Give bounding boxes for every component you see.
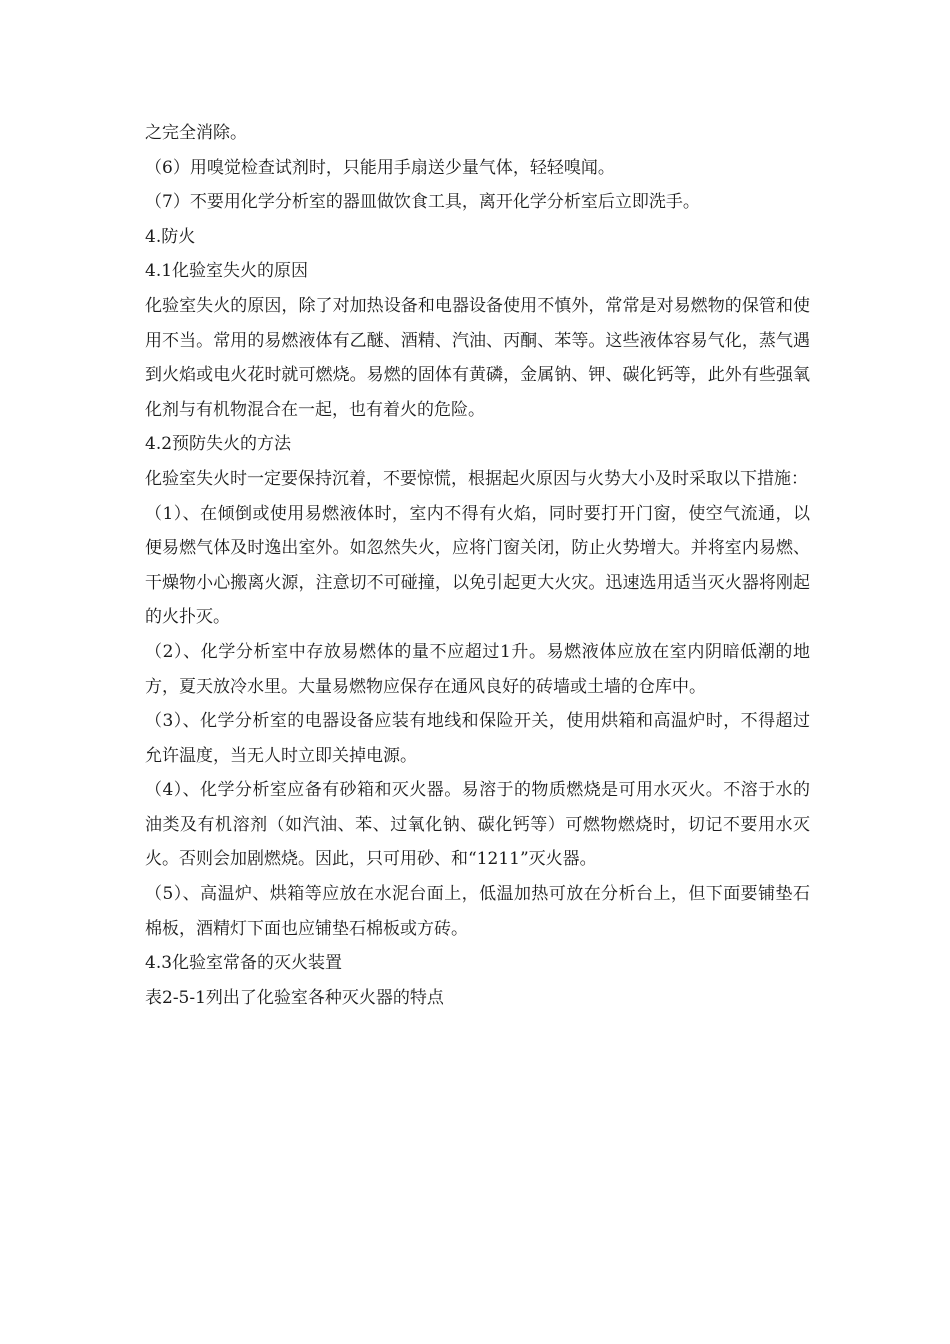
paragraph-continuation: 之完全消除。 xyxy=(145,123,247,143)
document-body xyxy=(145,116,810,1015)
subsection-heading-fire-causes: 4.1化验室失火的原因 xyxy=(145,261,309,282)
measure-item-4: （4）、化学分析室应备有砂箱和灭火器。易溶于的物质燃烧是可用水灭火。不溶于水的油类及有机溶剂（如汽油、苯、过氧化钠、碳化钙等）可燃物燃烧时，切记不要用水灭火。否则会加剧燃烧。因此，只可用砂、和“1211”灭火器。 xyxy=(145,780,810,870)
paragraph-fire-causes: 化验室失火的原因，除了对加热设备和电器设备使用不慎外，常常是对易燃物的保管和使用不当。常用的易燃液体有乙醚、酒精、汽油、丙酮、苯等。这些液体容易气化，蒸气遇到火焰或电火花时就可燃烧。易燃的固体有黄磷，金属钠、钾、碳化钙等，此外有些强氧化剂与有机物混合在一起，也有着火的危险。 xyxy=(145,295,810,420)
subsection-heading-prevention-methods: 4.2预防失火的方法 xyxy=(145,434,292,455)
subsection-heading-extinguishers: 4.3化验室常备的灭火装置 xyxy=(145,953,343,974)
list-item-6: （6）用嗅觉检查试剂时，只能用手扇送少量气体，轻轻嗅闻。 xyxy=(145,157,615,178)
section-heading-fire-prevention: 4.防火 xyxy=(145,226,196,247)
measure-item-5: （5）、高温炉、烘箱等应放在水泥台面上，低温加热可放在分析台上，但下面要铺垫石棉板，酒精灯下面也应铺垫石棉板或方砖。 xyxy=(145,884,810,939)
list-item-7: （7）不要用化学分析室的器皿做饮食工具，离开化学分析室后立即洗手。 xyxy=(145,192,700,213)
paragraph-prevention-intro: 化验室失火时一定要保持沉着，不要惊慌，根据起火原因与火势大小及时采取以下措施： xyxy=(145,468,808,489)
measure-item-2: （2）、化学分析室中存放易燃体的量不应超过1升。易燃液体应放在室内阴暗低潮的地方，夏天放冷水里。大量易燃物应保存在通风良好的砖墙或土墙的仓库中。 xyxy=(145,641,810,697)
measure-item-1: （1）、在倾倒或使用易燃液体时，室内不得有火焰，同时要打开门窗，使空气流通，以便易燃气体及时逸出室外。如忽然失火，应将门窗关闭，防止火势增大。并将室内易燃、干燥物小心搬离火源，注意切不可碰撞，以免引起更大火灾。迅速选用适当灭火器将刚起的火扑灭。 xyxy=(145,503,810,628)
measure-item-3: （3）、化学分析室的电器设备应装有地线和保险开关，使用烘箱和高温炉时，不得超过允许温度，当无人时立即关掉电源。 xyxy=(145,711,810,766)
paragraph-table-reference: 表2-5-1列出了化验室各种灭火器的特点 xyxy=(145,987,444,1008)
